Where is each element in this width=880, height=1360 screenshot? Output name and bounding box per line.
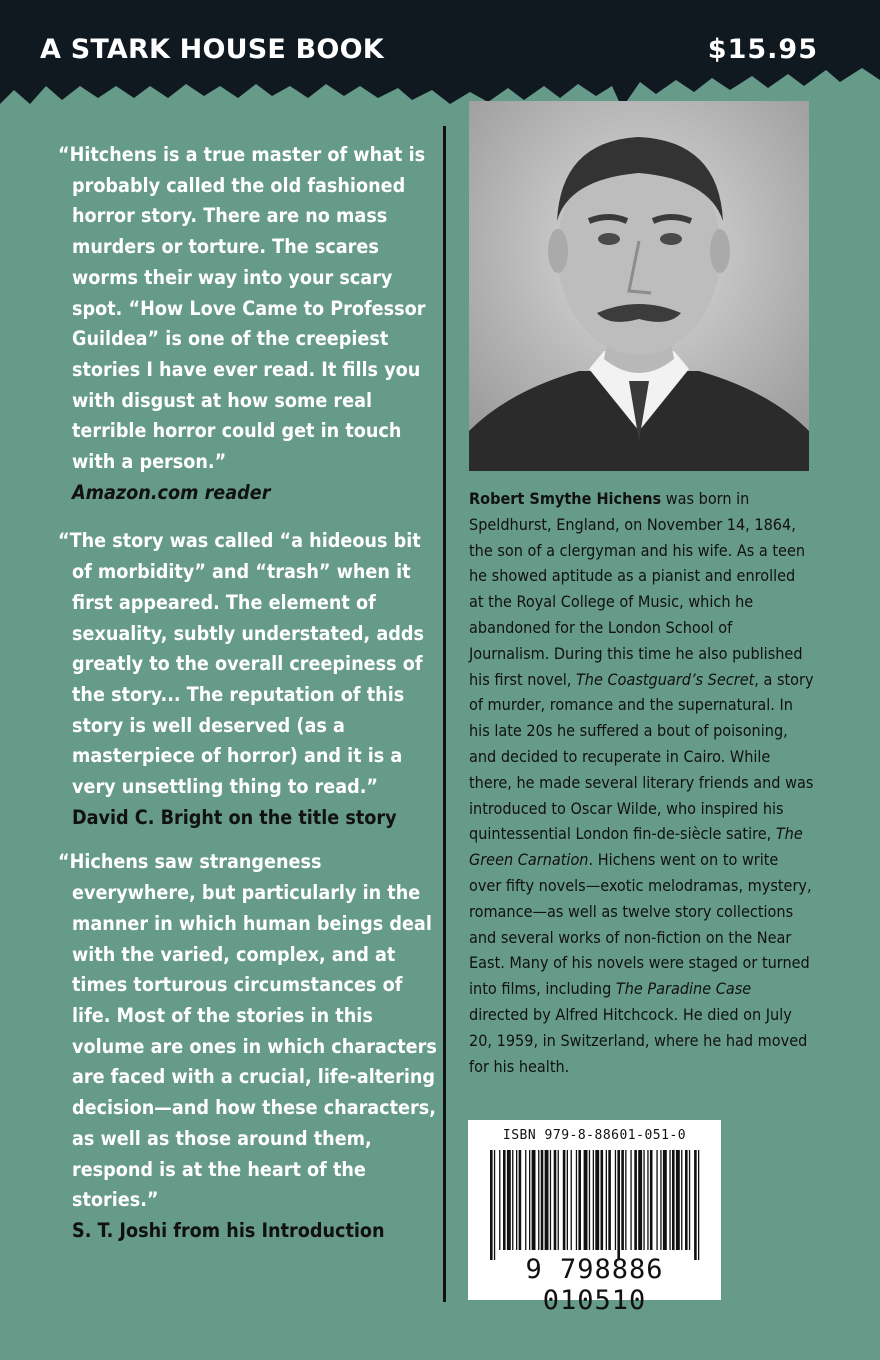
price-label: $15.95	[707, 34, 818, 65]
review-quote: “The story was called “a hideous bit of morbidity” and “trash” when it first appeared. The element of sexuality, subtly understated, adds greatly to the overall creepiness of the story... The reputation of this story is well deserved (as a masterpiece of horror) and it is a very unsettling thing to read.”	[58, 529, 424, 799]
barcode-bar	[519, 1150, 522, 1250]
barcode-bar	[672, 1150, 675, 1250]
author-bio	[469, 486, 814, 1079]
barcode-bar	[541, 1150, 544, 1250]
barcode-bar	[647, 1150, 648, 1250]
barcode-bar	[554, 1150, 557, 1250]
barcode-bar	[617, 1150, 620, 1260]
barcode-bar	[571, 1150, 572, 1250]
barcode-bar	[503, 1150, 506, 1250]
isbn-label: ISBN 979-8-88601-051-0	[502, 1128, 687, 1143]
barcode-bar	[525, 1150, 526, 1250]
barcode-bar	[578, 1150, 581, 1250]
book-title: The Paradine Case	[615, 979, 752, 999]
bio-text: was born in Speldhurst, England, on November 14, 1864, the son of a clergyman and his wife. As a teen he showed aptitude as a pianist and enrolled at the Royal College of Music, which he abandoned for the London School of Journalism. During this time he also published his first novel,	[469, 489, 806, 689]
barcode-bar	[643, 1150, 644, 1250]
barcode-bar	[512, 1150, 513, 1250]
barcode-bar	[567, 1150, 568, 1250]
barcode-bar	[563, 1150, 566, 1250]
review-quote: “Hichens saw strangeness everywhere, but particularly in the manner in which human beings deal with the varied, complex, and at times torturous circumstances of life. Most of the stories in this volume are ones in which characters are faced with a crucial, life-altering decision—and how these characters, as well as those around them, respond is at the heart of the stories.”	[58, 850, 437, 1212]
book-title: The Coastguard’s Secret	[575, 669, 755, 689]
barcode-bar	[529, 1150, 530, 1250]
barcode-bar	[698, 1150, 699, 1260]
bio-text: , a story of murder, romance and the supernatural. In his late 20s he suffered a bout of poisoning, and decided to recuperate in Cairo. While there, he made several literary friends and was introduced to Oscar Wilde, who inspired his quintessential London fin-de-siècle satire,	[469, 669, 814, 844]
barcode-bar	[494, 1150, 495, 1260]
isbn-barcode	[468, 1120, 721, 1316]
review-quote: “Hitchens is a true master of what is probably called the old fashioned horror story. There are no mass murders or torture. The scares worms their way into your scary spot. “How Love Came to Professor Guildea” is one of the creepiest stories I have ever read. It fills you with disgust at how some real terrible horror could get in touch with a person.”	[58, 143, 426, 474]
barcode-bar	[638, 1150, 642, 1250]
barcode-bar	[589, 1150, 590, 1250]
publisher-brand: A STARK HOUSE BOOK	[40, 34, 384, 65]
barcode-bar	[545, 1150, 549, 1250]
barcode-bar	[558, 1150, 559, 1250]
author-name: Robert Smythe Hichens	[469, 489, 662, 508]
barcode-bar	[499, 1150, 500, 1250]
barcode-bar	[669, 1150, 670, 1250]
review-attribution: David C. Bright on the title story	[72, 805, 397, 829]
barcode-bar	[608, 1150, 611, 1250]
barcode-bar	[584, 1150, 588, 1250]
column-divider	[443, 126, 446, 1302]
barcode-bar	[606, 1150, 607, 1250]
barcode-bar	[663, 1150, 667, 1250]
review-quotes	[58, 140, 438, 1247]
author-portrait	[469, 101, 809, 471]
barcode-icon	[490, 1150, 700, 1260]
barcode-bar	[615, 1150, 616, 1250]
barcode-bar	[593, 1150, 594, 1250]
barcode-bar	[516, 1150, 517, 1250]
barcode-bar	[681, 1150, 682, 1250]
barcode-digits: 9 798886 010510	[525, 1254, 664, 1316]
barcode-bar	[650, 1150, 653, 1250]
barcode-bar	[532, 1150, 536, 1250]
barcode-bar	[625, 1150, 626, 1250]
bio-text: directed by Alfred Hitchcock. He died on July 20, 1959, in Switzerland, where he had moved for his health.	[469, 1004, 808, 1076]
barcode-bar	[576, 1150, 577, 1250]
barcode-bar	[595, 1150, 599, 1250]
barcode-bar	[660, 1150, 661, 1250]
bio-text: . Hichens went on to write over fifty novels—exotic melodramas, mystery, romance—as well as twelve story collections and several works of non-fiction on the Near East. Many of his novels were staged or turned into films, including	[469, 850, 812, 999]
barcode-bar	[689, 1150, 690, 1250]
barcode-bar	[685, 1150, 688, 1250]
barcode-bar	[550, 1150, 551, 1250]
review-attribution: Amazon.com reader	[72, 480, 271, 504]
barcode-bar	[630, 1150, 631, 1250]
barcode-bar	[694, 1150, 697, 1260]
book-title: The Green Carnation	[469, 824, 803, 870]
barcode-bar	[634, 1150, 637, 1250]
barcode-bar	[601, 1150, 604, 1250]
barcode-bar	[490, 1150, 493, 1260]
barcode-bar	[676, 1150, 680, 1250]
barcode-bar	[538, 1150, 539, 1250]
review-attribution: S. T. Joshi from his Introduction	[72, 1218, 385, 1242]
barcode-bar	[656, 1150, 657, 1250]
barcode-bar	[621, 1150, 624, 1250]
barcode-bar	[507, 1150, 511, 1250]
